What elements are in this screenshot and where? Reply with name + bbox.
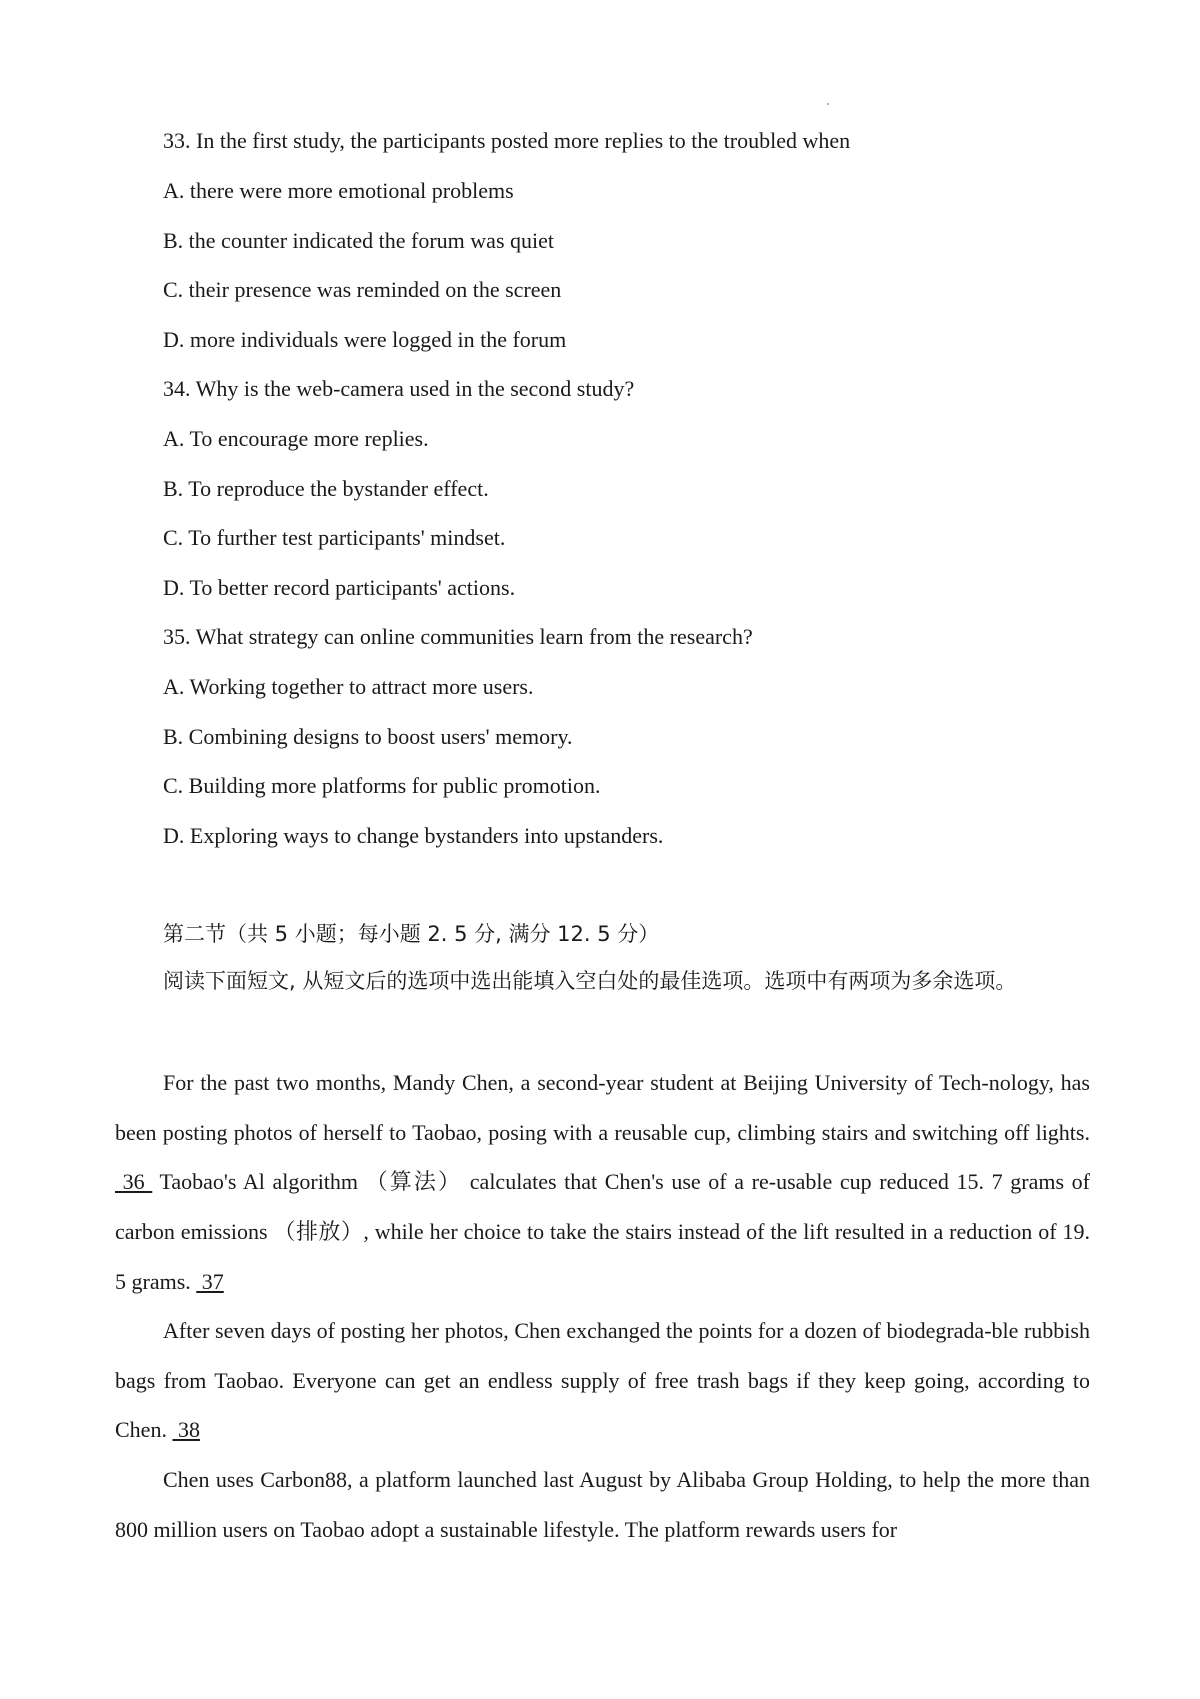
question-34-stem: 34. Why is the web-camera used in the second study? bbox=[163, 376, 635, 401]
question-33-option-d: D. more individuals were logged in the forum bbox=[163, 327, 567, 352]
blank-37: 37 bbox=[196, 1268, 224, 1294]
scan-speck bbox=[827, 103, 829, 105]
question-33-option-a: A. there were more emotional problems bbox=[163, 178, 514, 203]
blank-38: 38 bbox=[172, 1417, 200, 1443]
section-title: 第二节（共 5 小题；每小题 2. 5 分, 满分 12. 5 分） bbox=[163, 922, 660, 946]
passage-text: For the past two months, Mandy Chen, a second-year student at Beijing University of Tech-nology, has been posting photos of herself to Taobao, posing with a reusable cup, climbing stairs and switching off lights. bbox=[115, 1070, 1090, 1145]
question-35-option-a: A. Working together to attract more users. bbox=[163, 674, 534, 699]
section-instructions: 阅读下面短文, 从短文后的选项中选出能填入空白处的最佳选项。选项中有两项为多余选项。 bbox=[163, 969, 1017, 993]
passage-text: Taobao's Al algorithm （算法） calculates that Chen's use of a re-usable cup reduced 15. 7 grams of carbon emissions （排放）, while her choice to take the stairs instead of the lift resulted in a reduction of 19. 5 grams. bbox=[115, 1169, 1091, 1294]
passage-paragraph-3: Chen uses Carbon88, a platform launched last August by Alibaba Group Holding, to help the more than 800 million users on Taobao adopt a sustainable lifestyle. The platform rewards users for bbox=[115, 1467, 1090, 1542]
question-34-option-b: B. To reproduce the bystander effect. bbox=[163, 476, 489, 501]
question-35-option-d: D. Exploring ways to change bystanders into upstanders. bbox=[163, 823, 664, 848]
blank-36: 36 bbox=[115, 1169, 153, 1195]
question-33-option-c: C. their presence was reminded on the screen bbox=[163, 277, 562, 302]
passage-paragraph-1 bbox=[115, 1058, 1090, 1307]
question-33-option-b: B. the counter indicated the forum was quiet bbox=[163, 228, 554, 253]
question-34-option-d: D. To better record participants' actions. bbox=[163, 575, 516, 600]
question-35-option-c: C. Building more platforms for public promotion. bbox=[163, 773, 601, 798]
question-35-option-b: B. Combining designs to boost users' memory. bbox=[163, 724, 573, 749]
passage-text: After seven days of posting her photos, Chen exchanged the points for a dozen of biodegrada-ble rubbish bags from Taobao. Everyone can get an endless supply of free trash bags if they keep going, according to Chen. bbox=[115, 1318, 1090, 1443]
passage-paragraph-2 bbox=[115, 1306, 1090, 1455]
question-35-stem: 35. What strategy can online communities learn from the research? bbox=[163, 624, 753, 649]
question-34-option-c: C. To further test participants' mindset. bbox=[163, 525, 506, 550]
question-34-option-a: A. To encourage more replies. bbox=[163, 426, 429, 451]
question-33-stem: 33. In the first study, the participants posted more replies to the troubled when bbox=[163, 128, 851, 153]
